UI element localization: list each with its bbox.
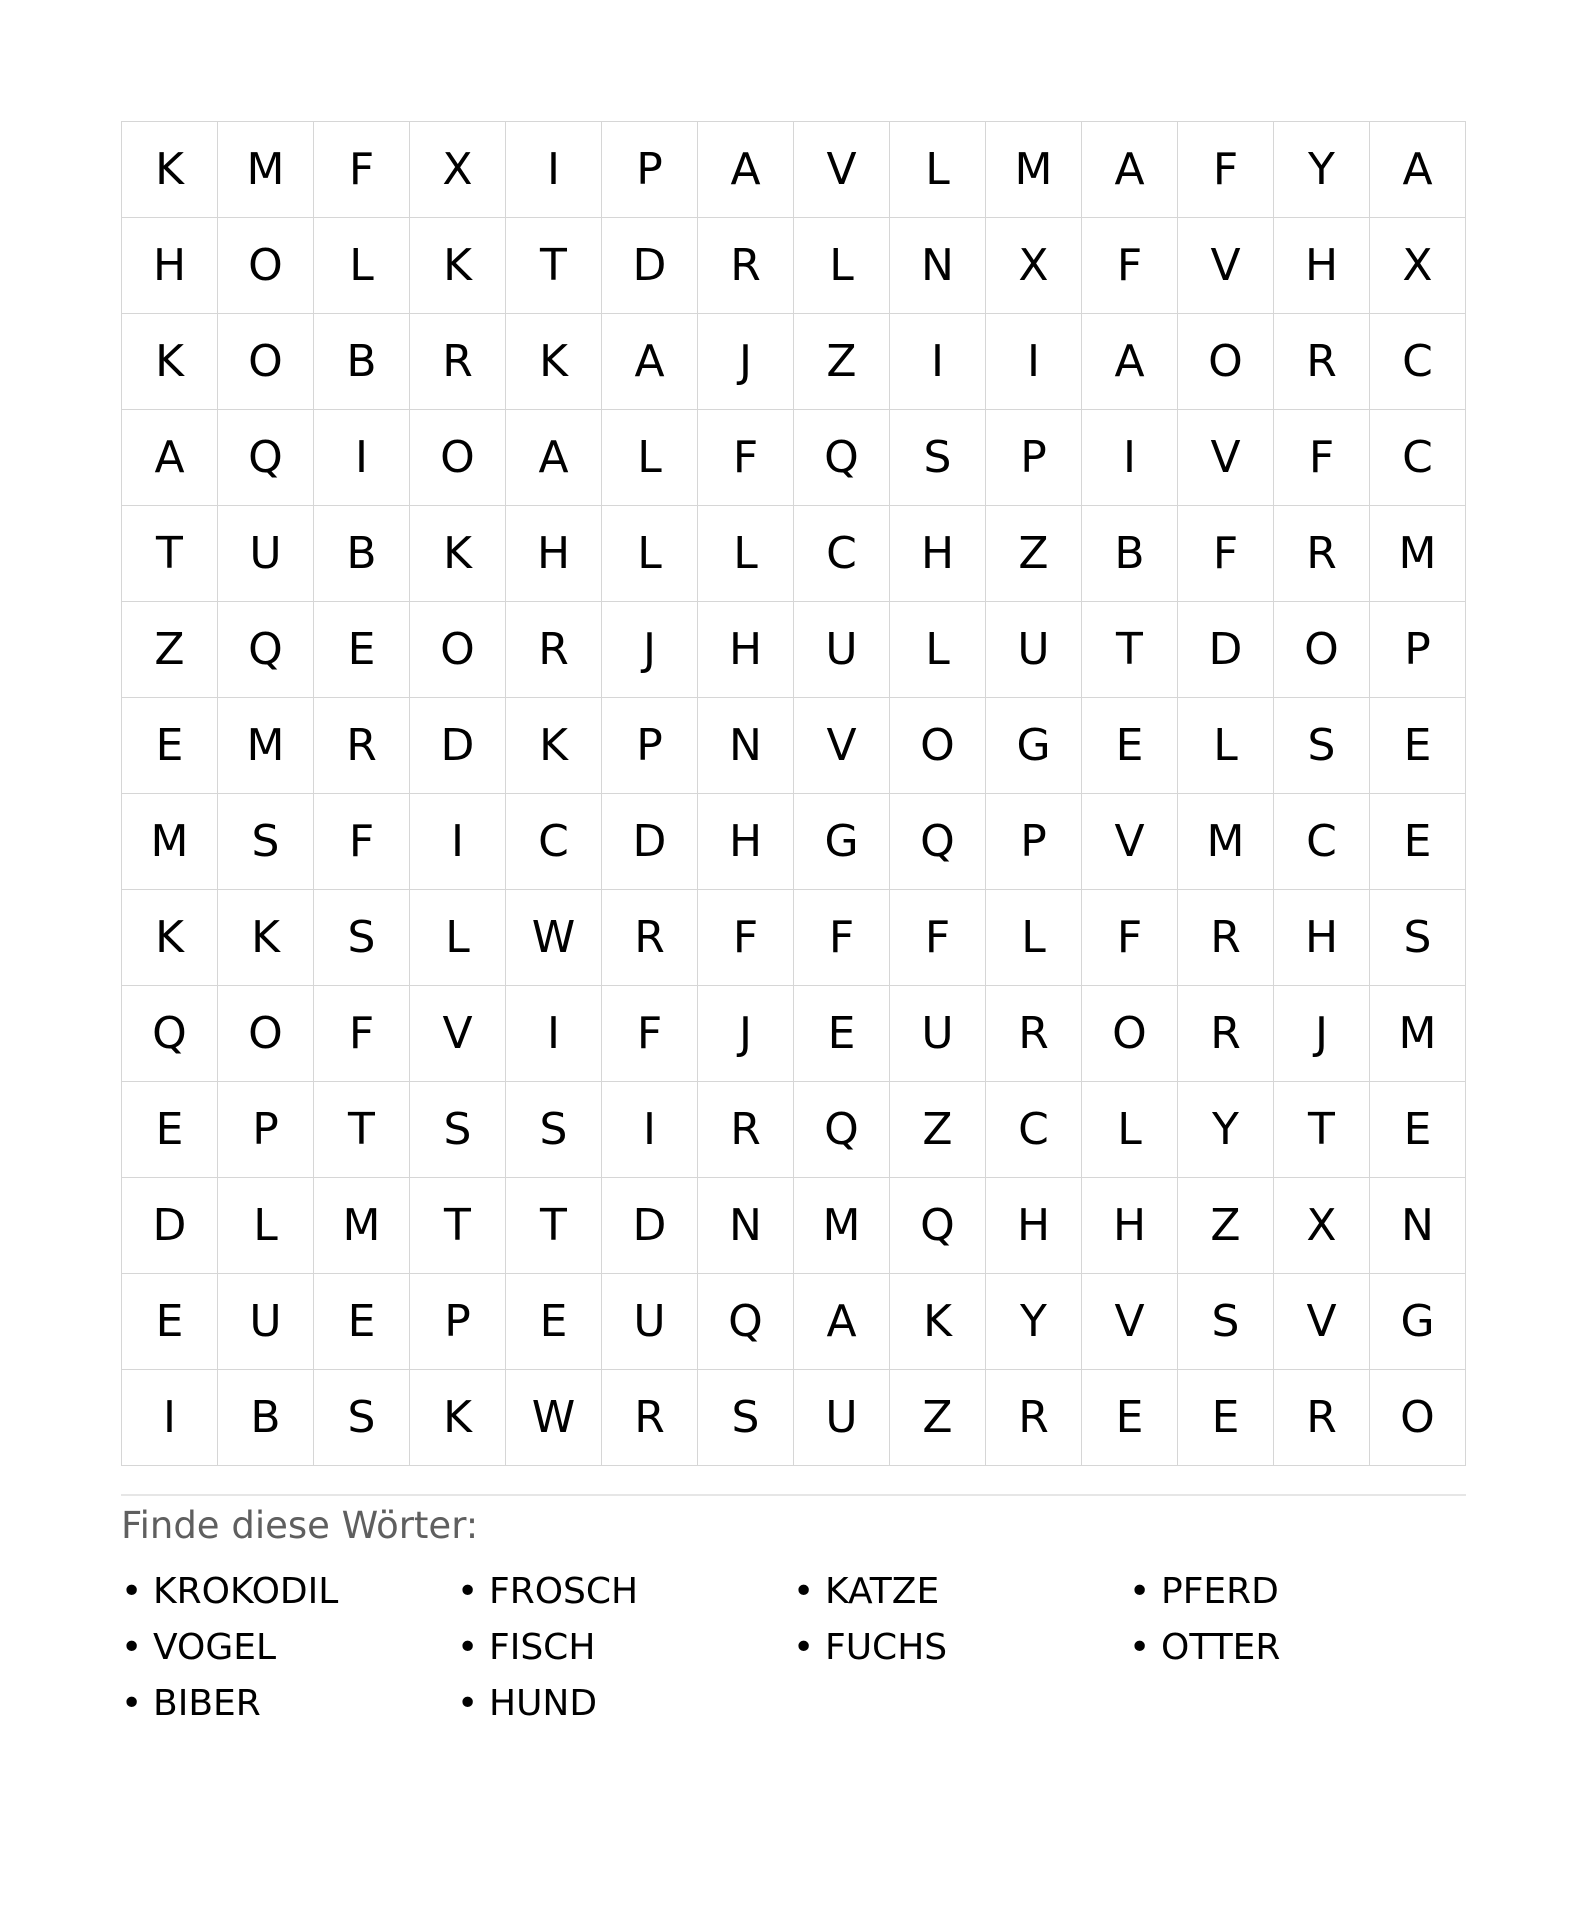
word-label: KATZE	[825, 1571, 940, 1612]
grid-cell[interactable]: A	[602, 314, 698, 410]
grid-cell[interactable]: B	[218, 1370, 314, 1466]
grid-cell[interactable]: E	[794, 986, 890, 1082]
grid-cell[interactable]: P	[602, 698, 698, 794]
grid-cell[interactable]: T	[122, 506, 218, 602]
grid-cell[interactable]: S	[314, 1370, 410, 1466]
grid-cell[interactable]: C	[1274, 794, 1370, 890]
grid-cell[interactable]: C	[1370, 410, 1466, 506]
grid-cell[interactable]: F	[1274, 410, 1370, 506]
grid-cell[interactable]: S	[1178, 1274, 1274, 1370]
word-label: FROSCH	[489, 1571, 639, 1612]
grid-cell[interactable]: P	[986, 410, 1082, 506]
grid-cell[interactable]: E	[1082, 698, 1178, 794]
grid-cell[interactable]: T	[1274, 1082, 1370, 1178]
bullet-icon: •	[121, 1571, 143, 1612]
grid-cell[interactable]: R	[1274, 506, 1370, 602]
word-label: OTTER	[1161, 1627, 1281, 1668]
bullet-icon: •	[121, 1683, 143, 1724]
grid-cell[interactable]: E	[1370, 698, 1466, 794]
grid-cell[interactable]: P	[410, 1274, 506, 1370]
grid-cell[interactable]: O	[410, 602, 506, 698]
grid-cell[interactable]: T	[410, 1178, 506, 1274]
grid-cell[interactable]: P	[602, 122, 698, 218]
grid-cell[interactable]: T	[506, 1178, 602, 1274]
grid-cell[interactable]: R	[698, 218, 794, 314]
grid-cell[interactable]: E	[1370, 794, 1466, 890]
grid-cell[interactable]: A	[1082, 314, 1178, 410]
grid-cell[interactable]: R	[314, 698, 410, 794]
grid-cell[interactable]: R	[602, 890, 698, 986]
grid-cell[interactable]: F	[698, 890, 794, 986]
grid-cell[interactable]: F	[314, 122, 410, 218]
grid-cell[interactable]: X	[410, 122, 506, 218]
grid-cell[interactable]: L	[1178, 698, 1274, 794]
grid-cell[interactable]: F	[1082, 218, 1178, 314]
grid-cell[interactable]: Z	[1178, 1178, 1274, 1274]
grid-cell[interactable]: Q	[890, 794, 986, 890]
grid-cell[interactable]: E	[122, 698, 218, 794]
grid-cell[interactable]: G	[986, 698, 1082, 794]
bullet-icon: •	[1129, 1571, 1151, 1612]
grid-cell[interactable]: N	[698, 1178, 794, 1274]
grid-cell[interactable]: A	[506, 410, 602, 506]
word-list	[121, 1564, 1463, 1732]
grid-cell[interactable]: M	[314, 1178, 410, 1274]
grid-cell[interactable]: A	[1370, 122, 1466, 218]
grid-cell[interactable]: D	[602, 794, 698, 890]
grid-cell[interactable]: O	[1082, 986, 1178, 1082]
grid-cell[interactable]: T	[506, 218, 602, 314]
grid-cell[interactable]: V	[1082, 1274, 1178, 1370]
grid-cell[interactable]: L	[410, 890, 506, 986]
grid-cell[interactable]: L	[698, 506, 794, 602]
word-list-item	[793, 1564, 1129, 1620]
grid-cell[interactable]: O	[218, 986, 314, 1082]
grid-cell[interactable]: K	[410, 506, 506, 602]
grid-cell[interactable]: D	[602, 1178, 698, 1274]
grid-cell[interactable]: Q	[794, 1082, 890, 1178]
grid-cell[interactable]: Q	[218, 602, 314, 698]
grid-cell[interactable]: L	[890, 602, 986, 698]
grid-cell[interactable]: O	[218, 314, 314, 410]
bullet-icon: •	[457, 1571, 479, 1612]
grid-cell[interactable]: Z	[794, 314, 890, 410]
grid-cell[interactable]: I	[314, 410, 410, 506]
grid-cell[interactable]: K	[122, 122, 218, 218]
grid-cell[interactable]: M	[1370, 506, 1466, 602]
grid-cell[interactable]: I	[506, 986, 602, 1082]
word-list-item	[1129, 1620, 1465, 1676]
grid-cell[interactable]: Q	[794, 410, 890, 506]
grid-cell[interactable]: U	[794, 602, 890, 698]
grid-cell[interactable]: O	[1370, 1370, 1466, 1466]
grid-cell[interactable]: P	[218, 1082, 314, 1178]
grid-cell[interactable]: H	[1274, 218, 1370, 314]
grid-cell[interactable]: S	[1370, 890, 1466, 986]
bullet-icon: •	[793, 1627, 815, 1668]
grid-cell[interactable]: O	[410, 410, 506, 506]
grid-cell[interactable]: E	[1178, 1370, 1274, 1466]
grid-cell[interactable]: Z	[890, 1082, 986, 1178]
grid-cell[interactable]: M	[122, 794, 218, 890]
grid-cell[interactable]: I	[602, 1082, 698, 1178]
grid-cell[interactable]: K	[506, 698, 602, 794]
grid-cell[interactable]: L	[314, 218, 410, 314]
grid-cell[interactable]: A	[698, 122, 794, 218]
grid-cell[interactable]: R	[986, 1370, 1082, 1466]
grid-cell[interactable]: N	[698, 698, 794, 794]
grid-cell[interactable]: F	[794, 890, 890, 986]
grid-cell[interactable]: V	[1082, 794, 1178, 890]
divider	[121, 1494, 1466, 1496]
grid-cell[interactable]: I	[890, 314, 986, 410]
word-label: VOGEL	[153, 1627, 277, 1668]
grid-cell[interactable]: K	[410, 1370, 506, 1466]
grid-cell[interactable]: T	[1082, 602, 1178, 698]
grid-cell[interactable]: Q	[218, 410, 314, 506]
word-list-item	[457, 1676, 793, 1732]
grid-cell[interactable]: T	[314, 1082, 410, 1178]
grid-cell[interactable]: C	[506, 794, 602, 890]
grid-cell[interactable]: D	[122, 1178, 218, 1274]
word-search-puzzle	[121, 121, 1463, 1732]
grid-cell[interactable]: O	[1274, 602, 1370, 698]
grid-cell[interactable]: S	[410, 1082, 506, 1178]
grid-cell[interactable]: J	[698, 986, 794, 1082]
grid-cell[interactable]: R	[1274, 1370, 1370, 1466]
grid-cell[interactable]: H	[1082, 1178, 1178, 1274]
grid-cell[interactable]: K	[410, 218, 506, 314]
grid-cell[interactable]: Y	[1178, 1082, 1274, 1178]
grid-cell[interactable]: D	[602, 218, 698, 314]
grid-cell[interactable]: Q	[122, 986, 218, 1082]
grid-cell[interactable]: E	[314, 602, 410, 698]
grid-cell[interactable]: R	[506, 602, 602, 698]
grid-cell[interactable]: Z	[890, 1370, 986, 1466]
grid-cell[interactable]: A	[122, 410, 218, 506]
grid-cell[interactable]: K	[122, 890, 218, 986]
grid-cell[interactable]: M	[1370, 986, 1466, 1082]
grid-cell[interactable]: I	[122, 1370, 218, 1466]
grid-cell[interactable]: C	[1370, 314, 1466, 410]
grid-cell[interactable]: E	[506, 1274, 602, 1370]
grid-cell[interactable]: L	[602, 506, 698, 602]
grid-cell[interactable]: R	[986, 986, 1082, 1082]
grid-cell[interactable]: M	[794, 1178, 890, 1274]
grid-cell[interactable]: R	[1178, 986, 1274, 1082]
word-list-item	[457, 1620, 793, 1676]
grid-cell[interactable]: W	[506, 1370, 602, 1466]
grid-cell[interactable]: Z	[986, 506, 1082, 602]
grid-cell[interactable]: L	[602, 410, 698, 506]
grid-cell[interactable]: F	[314, 794, 410, 890]
word-list-item	[1129, 1564, 1465, 1620]
grid-cell[interactable]: S	[314, 890, 410, 986]
grid-cell[interactable]: R	[698, 1082, 794, 1178]
grid-cell[interactable]: L	[794, 218, 890, 314]
grid-cell[interactable]: B	[1082, 506, 1178, 602]
grid-cell[interactable]: B	[314, 506, 410, 602]
word-list-item	[121, 1620, 457, 1676]
grid-cell[interactable]: Z	[122, 602, 218, 698]
grid-cell[interactable]: F	[890, 890, 986, 986]
grid-cell[interactable]: Y	[986, 1274, 1082, 1370]
word-list-heading: Finde diese Wörter:	[121, 1504, 479, 1547]
grid-cell[interactable]: K	[218, 890, 314, 986]
grid-cell[interactable]: N	[890, 218, 986, 314]
grid-cell[interactable]: F	[1178, 122, 1274, 218]
word-label: FUCHS	[825, 1627, 948, 1668]
bullet-icon: •	[457, 1627, 479, 1668]
grid-cell[interactable]: I	[986, 314, 1082, 410]
grid-cell[interactable]: K	[122, 314, 218, 410]
grid-cell[interactable]: G	[794, 794, 890, 890]
grid-cell[interactable]: K	[506, 314, 602, 410]
grid-cell[interactable]: H	[698, 794, 794, 890]
grid-cell[interactable]: U	[218, 506, 314, 602]
grid-cell[interactable]: R	[1274, 314, 1370, 410]
grid-cell[interactable]: A	[1082, 122, 1178, 218]
grid-cell[interactable]: U	[602, 1274, 698, 1370]
grid-cell[interactable]: M	[218, 698, 314, 794]
grid-cell[interactable]: F	[602, 986, 698, 1082]
grid-cell[interactable]: R	[602, 1370, 698, 1466]
word-list-item	[793, 1620, 1129, 1676]
grid-cell[interactable]: R	[410, 314, 506, 410]
grid-cell[interactable]: M	[1178, 794, 1274, 890]
grid-cell[interactable]: X	[1370, 218, 1466, 314]
grid-cell[interactable]: E	[122, 1274, 218, 1370]
grid-cell[interactable]: E	[122, 1082, 218, 1178]
grid-cell[interactable]: L	[1082, 1082, 1178, 1178]
grid-cell[interactable]: E	[314, 1274, 410, 1370]
grid-cell[interactable]: E	[1370, 1082, 1466, 1178]
grid-cell[interactable]: F	[314, 986, 410, 1082]
grid-cell[interactable]: S	[698, 1370, 794, 1466]
grid-cell[interactable]: X	[986, 218, 1082, 314]
grid-cell[interactable]: H	[890, 506, 986, 602]
grid-cell[interactable]: F	[1178, 506, 1274, 602]
grid-cell[interactable]: S	[890, 410, 986, 506]
grid-cell[interactable]: U	[218, 1274, 314, 1370]
letter-grid	[121, 121, 1466, 1466]
grid-cell[interactable]: I	[506, 122, 602, 218]
grid-cell[interactable]: J	[602, 602, 698, 698]
grid-cell[interactable]: W	[506, 890, 602, 986]
grid-cell[interactable]: K	[890, 1274, 986, 1370]
grid-cell[interactable]: O	[1178, 314, 1274, 410]
grid-cell[interactable]: X	[1274, 1178, 1370, 1274]
grid-cell[interactable]: F	[698, 410, 794, 506]
grid-cell[interactable]: O	[218, 218, 314, 314]
grid-cell[interactable]: O	[890, 698, 986, 794]
grid-cell[interactable]: F	[1082, 890, 1178, 986]
word-label: PFERD	[1161, 1571, 1279, 1612]
grid-cell[interactable]: H	[1274, 890, 1370, 986]
word-list-item	[121, 1564, 457, 1620]
bullet-icon: •	[1129, 1627, 1151, 1668]
grid-cell[interactable]: U	[794, 1370, 890, 1466]
word-list-item	[457, 1564, 793, 1620]
grid-cell[interactable]: U	[890, 986, 986, 1082]
bullet-icon: •	[121, 1627, 143, 1668]
grid-cell[interactable]: G	[1370, 1274, 1466, 1370]
grid-cell[interactable]: L	[890, 122, 986, 218]
word-list-item	[121, 1676, 457, 1732]
grid-cell[interactable]: H	[506, 506, 602, 602]
word-label: KROKODIL	[153, 1571, 339, 1612]
grid-cell[interactable]: V	[794, 698, 890, 794]
grid-cell[interactable]: V	[410, 986, 506, 1082]
grid-cell[interactable]: P	[986, 794, 1082, 890]
grid-cell[interactable]: E	[1082, 1370, 1178, 1466]
grid-cell[interactable]: M	[218, 122, 314, 218]
grid-cell[interactable]: C	[986, 1082, 1082, 1178]
grid-cell[interactable]: H	[122, 218, 218, 314]
grid-cell[interactable]: H	[986, 1178, 1082, 1274]
bullet-icon: •	[457, 1683, 479, 1724]
grid-cell[interactable]: V	[1178, 218, 1274, 314]
grid-cell[interactable]: U	[986, 602, 1082, 698]
grid-cell[interactable]: P	[1370, 602, 1466, 698]
grid-cell[interactable]: N	[1370, 1178, 1466, 1274]
grid-cell[interactable]: A	[794, 1274, 890, 1370]
grid-cell[interactable]: C	[794, 506, 890, 602]
grid-cell[interactable]: I	[410, 794, 506, 890]
grid-cell[interactable]: J	[1274, 986, 1370, 1082]
grid-cell[interactable]: L	[218, 1178, 314, 1274]
grid-cell[interactable]: M	[986, 122, 1082, 218]
grid-cell[interactable]: I	[1082, 410, 1178, 506]
grid-cell[interactable]: V	[794, 122, 890, 218]
grid-cell[interactable]: V	[1178, 410, 1274, 506]
grid-cell[interactable]: Y	[1274, 122, 1370, 218]
word-label: FISCH	[489, 1627, 596, 1668]
grid-cell[interactable]: V	[1274, 1274, 1370, 1370]
grid-cell[interactable]: D	[1178, 602, 1274, 698]
grid-cell[interactable]: H	[698, 602, 794, 698]
word-label: BIBER	[153, 1683, 261, 1724]
grid-cell[interactable]: S	[1274, 698, 1370, 794]
grid-cell[interactable]: D	[410, 698, 506, 794]
bullet-icon: •	[793, 1571, 815, 1612]
grid-cell[interactable]: Q	[698, 1274, 794, 1370]
grid-cell[interactable]: B	[314, 314, 410, 410]
grid-cell[interactable]: S	[506, 1082, 602, 1178]
grid-cell[interactable]: R	[1178, 890, 1274, 986]
word-label: HUND	[489, 1683, 598, 1724]
grid-cell[interactable]: S	[218, 794, 314, 890]
grid-cell[interactable]: Q	[890, 1178, 986, 1274]
grid-cell[interactable]: J	[698, 314, 794, 410]
grid-cell[interactable]: L	[986, 890, 1082, 986]
